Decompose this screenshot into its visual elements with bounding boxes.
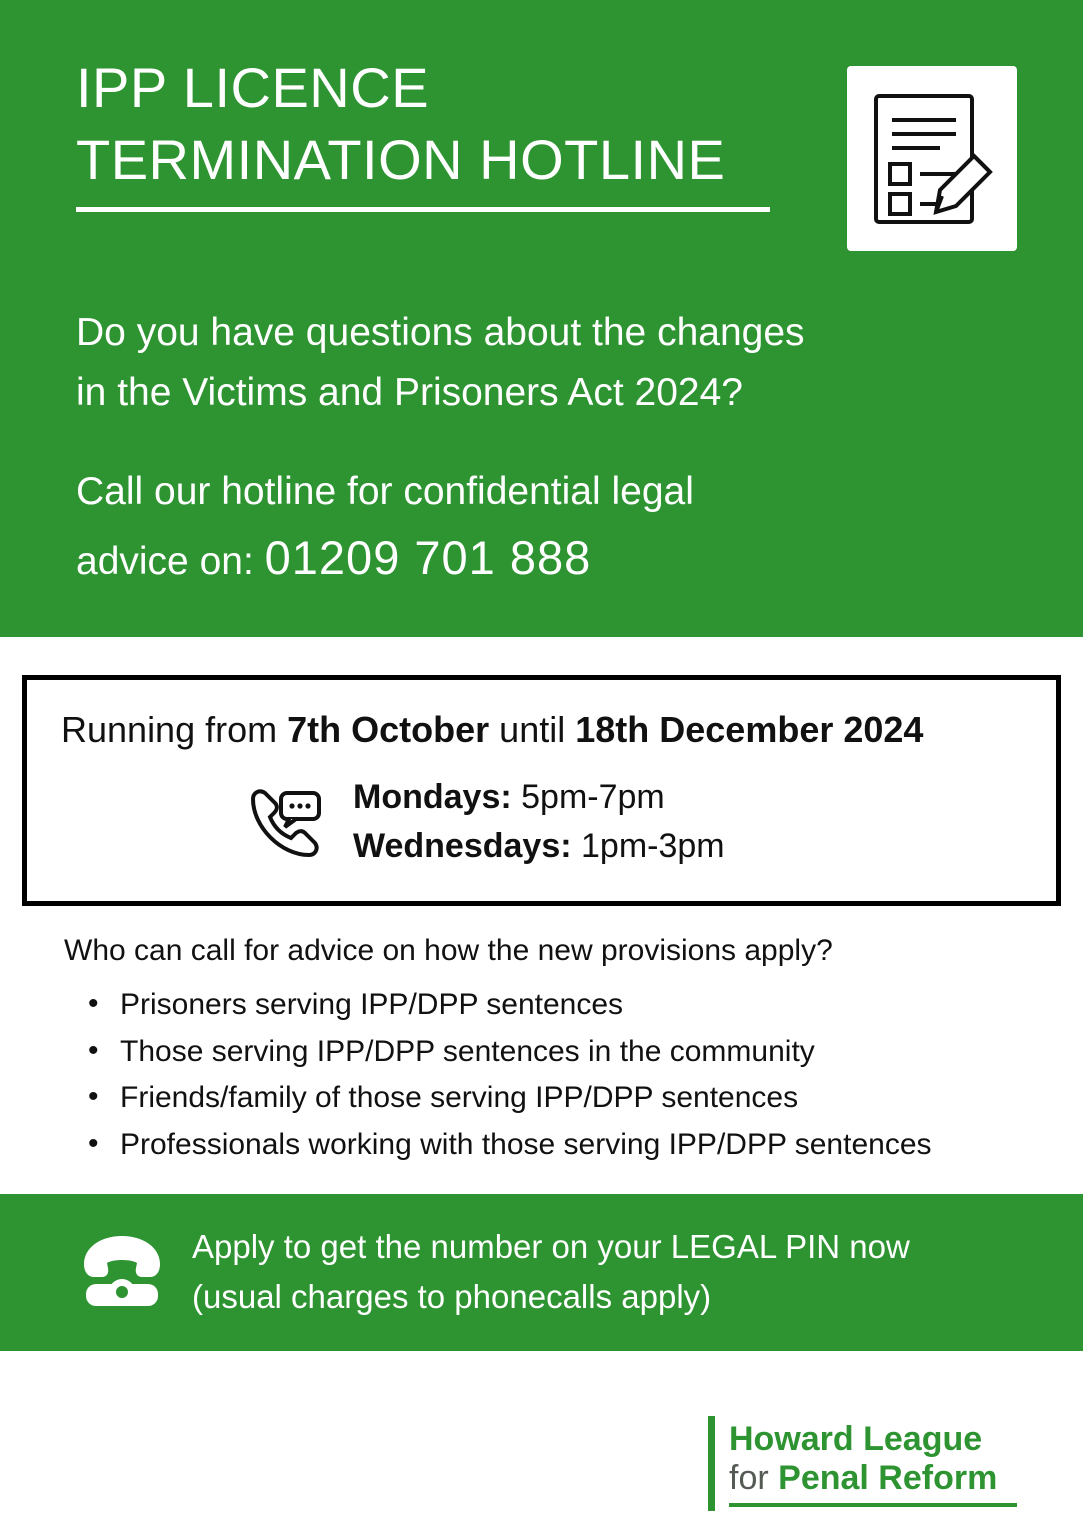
apply-line-1: Apply to get the number on your LEGAL PIN now [192,1228,910,1266]
call-paragraph [76,462,1017,595]
call-line-1: Call our hotline for confidential legal [76,469,694,513]
question-line-1: Do you have questions about the changes [76,311,805,354]
question-paragraph [76,303,1017,424]
who-can-call-question: Who can call for advice on how the new provisions apply? [64,934,833,968]
phone-chat-icon [241,779,327,865]
logo-line-2-bold: Penal Reform [778,1459,998,1498]
logo-line-1: Howard League [729,1420,983,1459]
header-band [0,0,1083,637]
logo-line-2-thin: for [729,1459,769,1498]
header-body [76,303,1017,595]
schedule-box [22,675,1061,906]
who-can-call-list [64,982,1043,1168]
howard-league-logo [708,1416,1017,1511]
list-item: • Professionals working with those serving IPP/DPP sentences [64,1122,1043,1169]
apply-band [0,1194,1083,1351]
slot-day: Mondays: [353,777,512,816]
start-date: 7th October [287,709,490,751]
slot-time: 1pm-3pm [581,827,725,866]
apply-line-2: (usual charges to phonecalls apply) [192,1277,712,1315]
title-block [76,52,770,212]
apply-text [192,1222,910,1321]
title-underline [76,207,770,212]
title-row [76,52,1017,251]
page-title-line-2: TERMINATION HOTLINE [76,127,726,191]
document-pencil-icon [847,66,1017,251]
call-line-2-prefix: advice on: [76,540,254,584]
list-item: • Friends/family of those serving IPP/DPP sentences [64,1075,1043,1122]
schedule-slot [353,822,725,871]
hotline-phone-number: 01209 701 888 [264,531,592,585]
question-line-2: in the Victims and Prisoners Act 2024? [76,371,743,415]
call-line-2 [76,522,1017,595]
schedule-times [61,773,1022,872]
footer [0,1351,1083,1537]
logo-line-2 [729,1459,1017,1498]
list-item: • Prisoners serving IPP/DPP sentences [64,982,1043,1029]
end-date: 18th December 2024 [575,709,924,751]
running-prefix: Running from [61,709,278,751]
list-item: • Those serving IPP/DPP sentences in the community [64,1029,1043,1076]
slot-time: 5pm-7pm [521,777,665,816]
telephone-icon [76,1232,168,1312]
schedule-slot [353,773,725,822]
slot-day: Wednesdays: [353,827,572,866]
schedule-section [0,637,1083,906]
page-title-line-1: IPP LICENCE [76,56,430,119]
who-can-call-section [0,906,1083,1194]
logo-underline [729,1503,1017,1507]
times-list [353,773,725,872]
schedule-dates [61,706,1022,755]
running-middle: until [499,709,566,751]
